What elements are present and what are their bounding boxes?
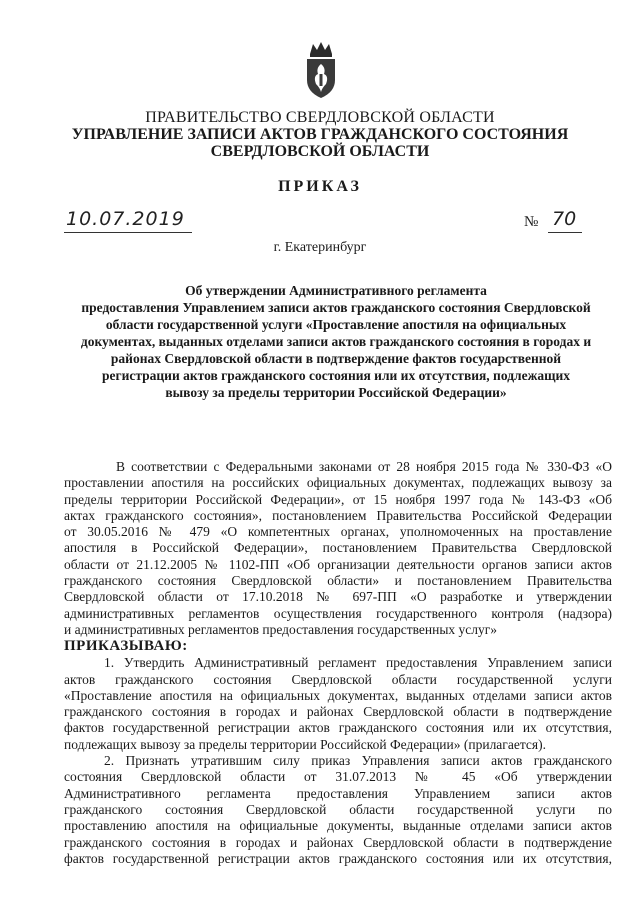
text-line: от 30.05.2016 № 479 «О компетентных органах, уполномоченных на проставление xyxy=(64,524,612,540)
order-word: ПРИКАЗЫВАЮ: xyxy=(64,638,188,655)
text-line: подлежащих вывозу за пределы территории Российской Федерации» (прилагается). xyxy=(64,736,546,752)
text-line: состояния Свердловской области от 31.07.2013 № 45 «Об утверждении xyxy=(64,769,612,785)
document-date: 10.07.2019 xyxy=(66,208,185,230)
text-line: фактов государственной регистрации актов гражданского состояния или их отсутствия, xyxy=(64,850,612,866)
subject-line: Об утверждении Административного регламента xyxy=(185,283,487,298)
text-line: актов гражданского состояния Свердловской области государственной услуги xyxy=(64,671,612,687)
department-title: УПРАВЛЕНИЕ ЗАПИСИ АКТОВ ГРАЖДАНСКОГО СОСТОЯНИЯ xyxy=(71,126,569,143)
text-line: проставлению апостиля на официальные документы, выданные отделами записи актов xyxy=(64,818,612,834)
document-type: ПРИКАЗ xyxy=(278,178,362,195)
text-line: гражданского состояния Свердловской области государственной услуги по xyxy=(64,801,612,817)
subject-line: документах, выданных отделами записи актов гражданского состояния в городах и xyxy=(80,334,592,349)
subject-line: области государственной услуги «Проставление апостиля на официальных xyxy=(105,317,567,332)
subject-line: вывозу за пределы территории Российской Федерации» xyxy=(165,385,507,400)
text-line: Свердловской области от 17.10.2018 № 697-ПП «О разработке и утверждении xyxy=(64,589,612,605)
text-line: пределы территории Российской Федерации», от 15 ноября 1997 года № 143-ФЗ «Об xyxy=(64,491,612,507)
number-label: № xyxy=(524,214,539,230)
subject-line: районах Свердловской области в подтверждение фактов государственной xyxy=(110,351,562,366)
item-2-paragraph xyxy=(64,753,612,867)
text-line: проставлении апостиля на российских официальных документах, подлежащих вывозу за xyxy=(64,475,612,491)
text-line: фактов государственной регистрации актов гражданского состояния или их отсутствия, xyxy=(64,720,612,736)
text-line: 1. Утвердить Административный регламент предоставления Управлением записи xyxy=(104,655,612,671)
item-1-paragraph xyxy=(64,655,612,753)
preamble-paragraph xyxy=(64,459,612,638)
coat-of-arms-icon xyxy=(302,40,340,100)
text-line: апостиля в Российской Федерации», постановлением Правительства Свердловской xyxy=(64,540,612,556)
text-line: В соответствии с Федеральными законами от 28 ноября 2015 года № 330-ФЗ «О xyxy=(116,459,612,474)
text-line: гражданского состояния в городах и районах Свердловской области в подтверждение xyxy=(64,704,612,720)
document-number: 70 xyxy=(552,208,577,230)
date-field xyxy=(64,208,192,233)
region-title: СВЕРДЛОВСКОЙ ОБЛАСТИ xyxy=(210,143,430,160)
subject-line: предоставления Управлением записи актов гражданского состояния Свердловской xyxy=(81,300,591,315)
text-line: гражданского состояния в городах и районах Свердловской области в подтверждение xyxy=(64,834,612,850)
text-line: 2. Признать утратившим силу приказ Управления записи актов гражданского xyxy=(104,753,612,769)
text-line: области от 21.12.2005 № 1102-ПП «Об организации деятельности органов записи актов xyxy=(64,556,612,572)
text-line: актах гражданского состояния», постановлением Правительства Российской Федерации xyxy=(64,507,612,523)
text-line: Административного регламента предоставления Управлением записи актов xyxy=(64,785,612,801)
city: г. Екатеринбург xyxy=(273,240,367,255)
number-field xyxy=(548,208,582,233)
document-subject xyxy=(58,282,614,401)
text-line: гражданского состояния Свердловской области» и постановлением Правительства xyxy=(64,573,612,589)
government-title: ПРАВИТЕЛЬСТВО СВЕРДЛОВСКОЙ ОБЛАСТИ xyxy=(145,109,495,126)
document-body xyxy=(64,459,612,867)
text-line: административных регламентов осуществления государственного контроля (надзора) xyxy=(64,605,612,621)
subject-line: регистрации актов гражданского состояния или их отсутствия, подлежащих xyxy=(101,368,571,383)
text-line: «Проставление апостиля на официальных документах, выданных отделами записи актов xyxy=(64,687,612,703)
text-line: и административных регламентов предоставления государственных услуг» xyxy=(64,621,498,637)
